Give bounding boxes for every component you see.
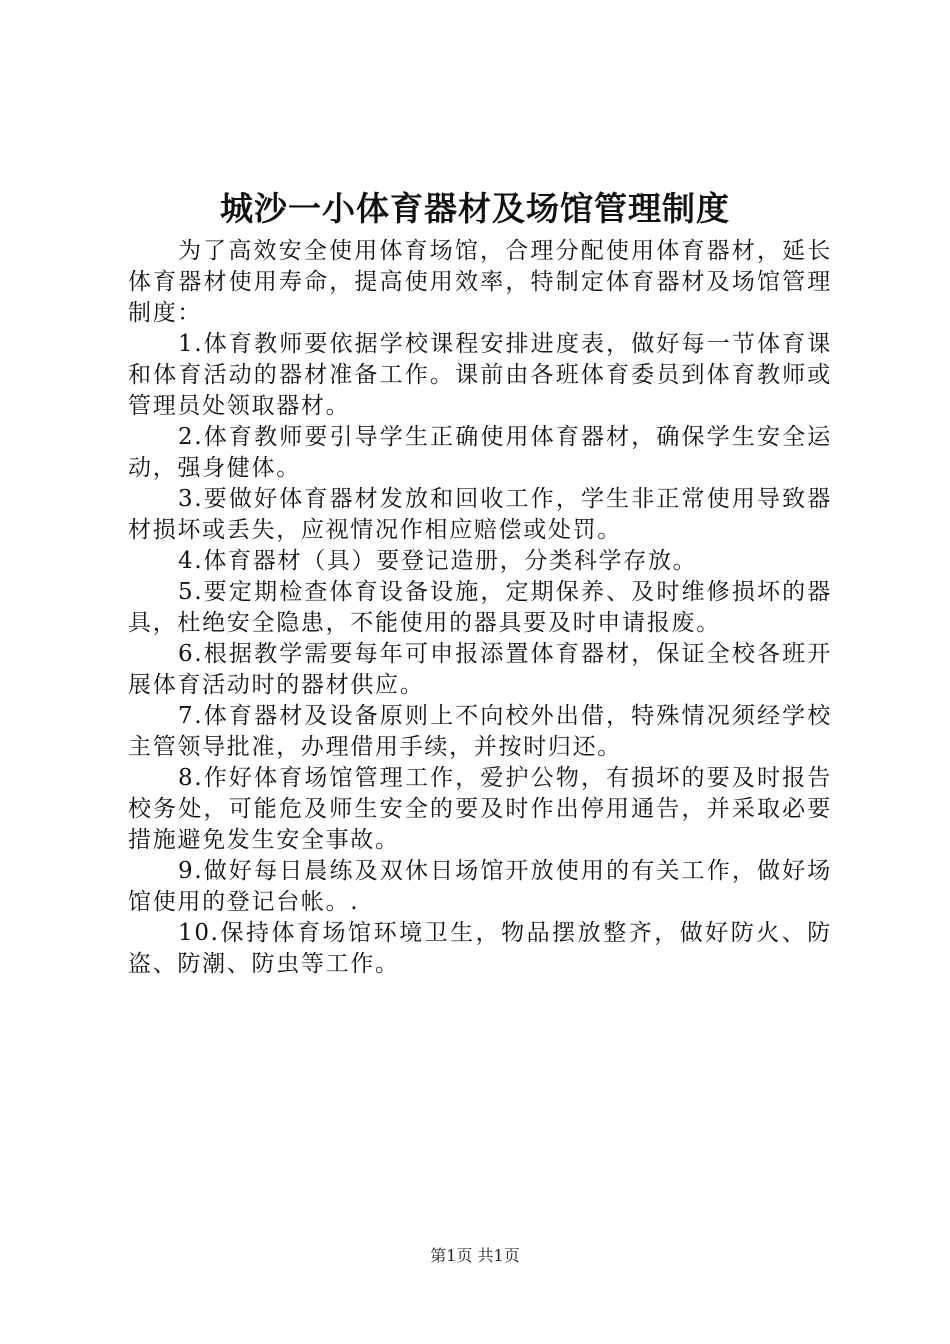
rule-5-paragraph: 5.要定期检查体育设备设施，定期保养、及时维修损坏的器具，杜绝安全隐患，不能使用的器具要及时申请报废。 [128, 579, 832, 636]
rule-2-paragraph: 2.体育教师要引导学生正确使用体育器材，确保学生安全运动，强身健体。 [128, 424, 832, 481]
document-title: 城沙一小体育器材及场馆管理制度 [220, 189, 730, 228]
rule-10-paragraph: 10.保持体育场馆环境卫生，物品摆放整齐，做好防火、防盗、防潮、防虫等工作。 [128, 920, 832, 977]
rule-4-paragraph: 4.体育器材（具）要登记造册，分类科学存放。 [178, 548, 698, 574]
document-body [128, 236, 832, 980]
rule-9-paragraph: 9.做好每日晨练及双休日场馆开放使用的有关工作，做好场馆使用的登记台帐。. [128, 858, 832, 915]
rule-3-paragraph: 3.要做好体育器材发放和回收工作，学生非正常使用导致器材损坏或丢失，应视情况作相应赔偿或处罚。 [128, 486, 832, 543]
intro-paragraph: 为了高效安全使用体育场馆，合理分配使用体育器材，延长体育器材使用寿命，提高使用效率，特制定体育器材及场馆管理制度： [128, 238, 832, 326]
rule-7-paragraph: 7.体育器材及设备原则上不向校外出借，特殊情况须经学校主管领导批准，办理借用手续，并按时归还。 [128, 703, 832, 760]
rule-6-paragraph: 6.根据教学需要每年可申报添置体育器材，保证全校各班开展体育活动时的器材供应。 [128, 641, 832, 698]
page-footer: 第1页 共1页 [430, 1246, 520, 1265]
rule-1-paragraph: 1.体育教师要依据学校课程安排进度表，做好每一节体育课和体育活动的器材准备工作。课前由各班体育委员到体育教师或管理员处领取器材。 [128, 331, 832, 419]
rule-8-paragraph: 8.作好体育场馆管理工作，爱护公物，有损坏的要及时报告校务处，可能危及师生安全的要及时作出停用通告，并采取必要措施避免发生安全事故。 [128, 765, 832, 853]
